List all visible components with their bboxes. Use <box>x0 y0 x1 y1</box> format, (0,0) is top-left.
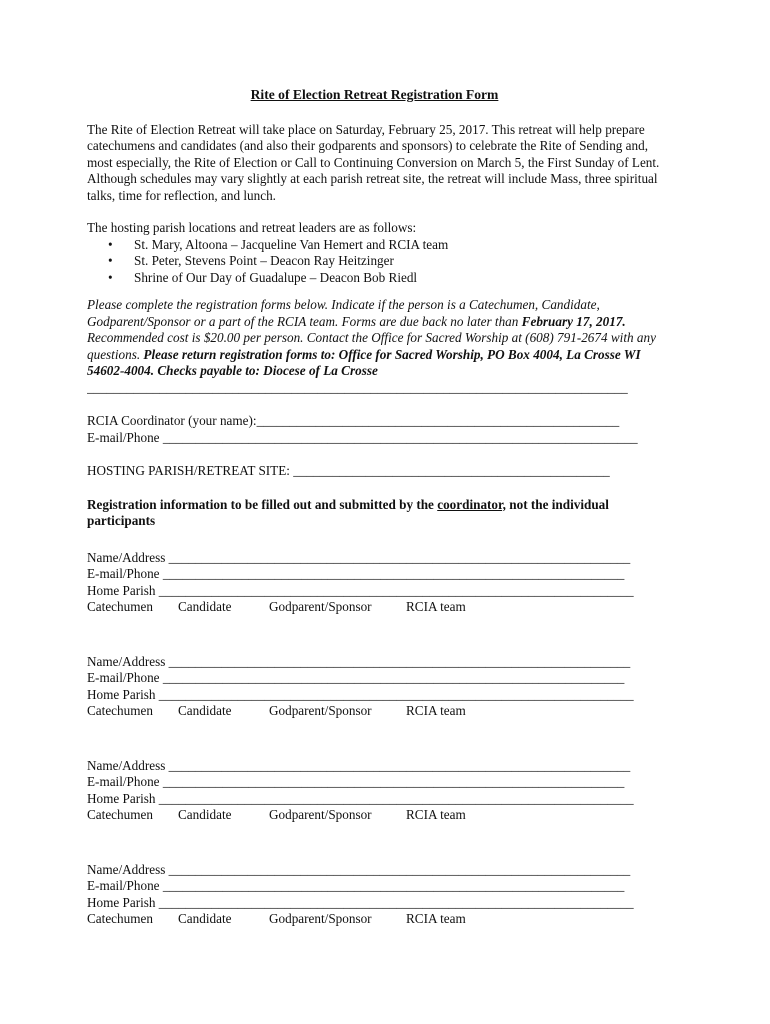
role-catechumen[interactable]: Catechumen <box>87 807 153 822</box>
bullet-icon: • <box>108 253 113 268</box>
participant-entry <box>87 862 662 928</box>
email-phone-field[interactable]: E-mail/Phone ______________________________________________________________________ <box>87 670 625 685</box>
home-parish-field[interactable]: Home Parish ________________________________________________________________________ <box>87 582 634 598</box>
location-item: • Shrine of Our Day of Guadalupe – Deacon Bob Riedl <box>108 269 418 285</box>
registration-note: Registration information to be filled out and submitted by the coordinator, not the individual participants <box>87 496 609 528</box>
role-rcia-team[interactable]: RCIA team <box>406 599 466 614</box>
instructions-paragraph: Please complete the registration forms below. Indicate if the person is a Catechumen, Candidate, Godparent/Sponsor or a part of the RCIA team. Forms are due back no later than February 17, 2017. Recommended cost is $20.00 per person. Contact the Office for Sacred Worship at (608) 791-2674 with any questions. Please return registration forms to: Office for Sacred Worship, PO Box 4004, La Crosse WI 54602-4004. Checks payable to: Diocese of La Crosse <box>87 297 656 378</box>
participant-entry <box>87 654 662 720</box>
role-rcia-team[interactable]: RCIA team <box>406 703 466 718</box>
role-candidate[interactable]: Candidate <box>178 911 232 926</box>
role-godparent-sponsor[interactable]: Godparent/Sponsor <box>269 911 372 926</box>
role-candidate[interactable]: Candidate <box>178 599 232 614</box>
role-godparent-sponsor[interactable]: Godparent/Sponsor <box>269 599 372 614</box>
role-options <box>87 911 662 928</box>
participant-entry <box>87 550 662 616</box>
locations-heading: The hosting parish locations and retreat leaders are as follows: <box>87 220 417 235</box>
role-godparent-sponsor[interactable]: Godparent/Sponsor <box>269 703 372 718</box>
name-address-field[interactable]: Name/Address ______________________________________________________________________ <box>87 549 631 565</box>
email-phone-field[interactable]: E-mail/Phone ______________________________________________________________________ <box>87 774 625 789</box>
home-parish-field[interactable]: Home Parish ________________________________________________________________________ <box>87 790 634 806</box>
form-title: Rite of Election Retreat Registration Form <box>250 87 499 102</box>
home-parish-field[interactable]: Home Parish ________________________________________________________________________ <box>87 686 634 702</box>
role-catechumen[interactable]: Catechumen <box>87 599 153 614</box>
role-rcia-team[interactable]: RCIA team <box>406 911 466 926</box>
hosting-parish-field[interactable]: HOSTING PARISH/RETREAT SITE: ________________________________________________ <box>87 463 610 478</box>
coordinator-email-field[interactable]: E-mail/Phone ________________________________________________________________________ <box>87 429 638 445</box>
registration-form-document <box>87 87 662 928</box>
role-options <box>87 703 662 720</box>
email-phone-field[interactable]: E-mail/Phone ______________________________________________________________________ <box>87 878 625 893</box>
location-item: • St. Peter, Stevens Point – Deacon Ray Heitzinger <box>108 253 394 268</box>
bullet-icon: • <box>108 236 113 252</box>
email-phone-field[interactable]: E-mail/Phone ______________________________________________________________________ <box>87 566 625 581</box>
name-address-field[interactable]: Name/Address ______________________________________________________________________ <box>87 861 631 877</box>
participant-entry <box>87 758 662 824</box>
role-candidate[interactable]: Candidate <box>178 807 232 822</box>
role-catechumen[interactable]: Catechumen <box>87 703 153 718</box>
due-date: February 17, 2017. <box>521 313 626 329</box>
coordinator-name-field[interactable]: RCIA Coordinator (your name):_______________________________________________________ <box>87 413 620 428</box>
role-catechumen[interactable]: Catechumen <box>87 911 153 926</box>
separator-rule: __________________________________________________________________________________ <box>87 379 628 395</box>
role-options <box>87 807 662 824</box>
name-address-field[interactable]: Name/Address ______________________________________________________________________ <box>87 653 631 669</box>
role-godparent-sponsor[interactable]: Godparent/Sponsor <box>269 807 372 822</box>
intro-paragraph: The Rite of Election Retreat will take place on Saturday, February 25, 2017. This retreat will help prepare catechumens and candidates (and also their godparents and sponsors) to celebrate the Rite of Sending and, most especially, the Rite of Election or Call to Continuing Conversion on March 5, the First Sunday of Lent. Although schedules may vary slightly at each parish retreat site, the retreat will include Mass, three spiritual talks, time for reflection, and lunch. <box>87 121 660 203</box>
home-parish-field[interactable]: Home Parish ________________________________________________________________________ <box>87 894 634 910</box>
name-address-field[interactable]: Name/Address ______________________________________________________________________ <box>87 757 631 773</box>
location-item: • St. Mary, Altoona – Jacqueline Van Hemert and RCIA team <box>108 236 449 252</box>
role-rcia-team[interactable]: RCIA team <box>406 807 466 822</box>
bullet-icon: • <box>108 269 113 285</box>
role-options <box>87 599 662 616</box>
locations-list <box>87 237 662 287</box>
role-candidate[interactable]: Candidate <box>178 703 232 718</box>
return-info: Please return registration forms to: Office for Sacred Worship, PO Box 4004, La Crosse WI 54602-4004. Checks payable to: Diocese of La Crosse <box>87 346 641 378</box>
